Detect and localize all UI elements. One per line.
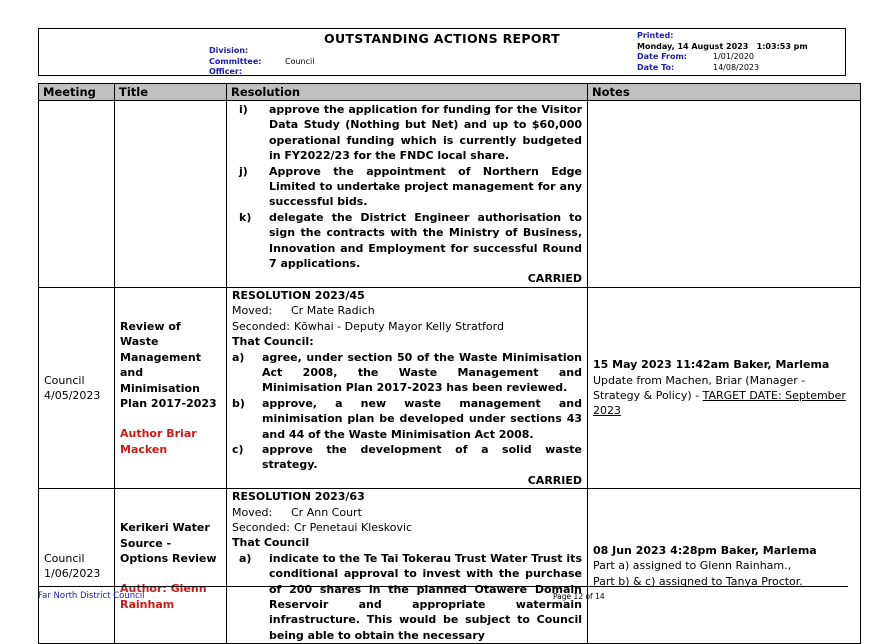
seconded-line (232, 319, 582, 334)
printed-line (637, 31, 845, 52)
title-cell (115, 101, 227, 288)
table-row (39, 489, 861, 644)
item-author: Author Briar Macken (120, 427, 197, 456)
resolution-number: RESOLUTION 2023/63 (232, 490, 365, 504)
notes-body: Update from Machen, Briar (Manager - Strategy & Policy) - (593, 373, 806, 403)
resolution-number: RESOLUTION 2023/45 (232, 288, 365, 302)
meeting-cell: Council 4/05/2023 (39, 287, 115, 488)
officer-label: Officer: (209, 67, 243, 76)
item-label: i) (239, 103, 248, 116)
table-row (39, 287, 861, 488)
seconded-label: Seconded: (232, 319, 290, 333)
target-date-link[interactable]: TARGET DATE: September 2023 (593, 389, 846, 418)
table-header-row (39, 84, 861, 101)
notes-line: Part b) & c) assigned to Tanya Proctor. (593, 574, 803, 588)
table-row (39, 101, 861, 288)
carried-label: CARRIED (527, 272, 582, 286)
report-filters-right (637, 31, 845, 73)
notes-line: Part a) assigned to Glenn Rainham., (593, 559, 792, 573)
resolution-cell (227, 489, 588, 644)
item-text: approve the application for funding for the Visitor Data Study (Nothing but Net) and up to $60,000 operational funding which is currently budgeted in FY2022/23 for the FNDC local share. (269, 103, 582, 163)
item-text: approve the development of a solid waste strategy. (262, 442, 582, 472)
page-number: Page 12 of 14 (553, 592, 605, 601)
moved-label: Moved: (232, 304, 273, 318)
moved-value: Cr Ann Court (291, 505, 362, 519)
resolution-item (232, 396, 582, 442)
item-label: a) (232, 350, 245, 364)
meeting-cell: Council 1/06/2023 (39, 489, 115, 644)
notes-heading: 15 May 2023 11:42am Baker, Marlema (593, 358, 830, 372)
committee-value: Council (285, 56, 315, 66)
meeting-cell (39, 101, 115, 288)
resolution-item (232, 442, 582, 473)
header-meeting: Meeting (39, 84, 115, 101)
resolution-item (232, 102, 582, 164)
committee-label: Committee: (209, 56, 262, 66)
item-text: agree, under section 50 of the Waste Minimisation Act 2008, the Waste Management and Minimisation Plan 2017-2023 has been reviewed. (262, 350, 582, 395)
that-council: That Council: (232, 335, 314, 349)
item-title: Kerikeri Water Source - Options Review (120, 521, 217, 565)
header-title: Title (115, 84, 227, 101)
footer-organisation: Far North District Council (38, 591, 145, 601)
division-label: Division: (209, 46, 249, 55)
item-label: b) (232, 396, 245, 410)
date-to-value: 14/08/2023 (713, 62, 760, 72)
resolution-item (232, 164, 582, 210)
item-author: Author: Glenn Rainham (120, 582, 207, 611)
item-label: j) (239, 164, 248, 178)
resolution-cell (227, 101, 588, 288)
report-title: OUTSTANDING ACTIONS REPORT (324, 31, 560, 46)
date-from-label: Date From: (637, 52, 688, 61)
moved-line (232, 303, 582, 318)
that-council: That Council (232, 536, 310, 550)
item-text: indicate to the Te Tai Tokerau Trust Water Trust its conditional approval to invest with the purchase of 200 shares in the planned Otawere Domain Reservoir and appropriate watermain infrastructure. This would be subject to Council being able to obtain the necessary (269, 551, 582, 642)
item-label: k) (239, 210, 252, 224)
title-cell (115, 489, 227, 644)
header-notes: Notes (588, 84, 861, 101)
title-cell (115, 287, 227, 488)
resolution-item (232, 350, 582, 396)
seconded-line (232, 520, 582, 535)
item-text: Approve the appointment of Northern Edge Limited to undertake project management for any successful bids. (269, 164, 582, 209)
carried-label: CARRIED (527, 473, 582, 487)
printed-label: Printed: (637, 31, 674, 40)
item-text: delegate the District Engineer authorisation to sign the contracts with the Ministry of Business, Innovation and Employment for successful Round 7 applications. (269, 210, 582, 271)
moved-value: Cr Mate Radich (291, 304, 375, 318)
actions-table (38, 83, 861, 644)
notes-cell (588, 287, 861, 488)
date-to-label: Date To: (637, 62, 675, 72)
resolution-item (232, 210, 582, 272)
report-header (38, 28, 846, 76)
notes-cell (588, 101, 861, 288)
header-resolution: Resolution (227, 84, 588, 101)
item-label: a) (239, 551, 252, 565)
date-from-value: 1/01/2020 (713, 52, 755, 61)
item-title: Review of Waste Management and Minimisation Plan 2017-2023 (120, 319, 217, 410)
footer-divider (38, 586, 848, 587)
notes-cell (588, 489, 861, 644)
printed-value: Monday, 14 August 2023 1:03:53 pm (637, 41, 808, 51)
resolution-item (232, 551, 582, 643)
item-text: approve, a new waste management and minimisation plan be developed under sections 43 and 44 of the Waste Minimisation Act 2008. (262, 396, 582, 441)
seconded-value: Cr Penetaui Kleskovic (293, 520, 413, 534)
resolution-cell (227, 287, 588, 488)
report-filters-left (209, 46, 314, 78)
moved-label: Moved: (232, 505, 273, 519)
notes-heading: 08 Jun 2023 4:28pm Baker, Marlema (593, 544, 817, 558)
seconded-value: Kōwhai - Deputy Mayor Kelly Stratford (293, 319, 504, 333)
item-label: c) (232, 442, 244, 456)
moved-line (232, 505, 582, 520)
seconded-label: Seconded: (232, 520, 290, 534)
